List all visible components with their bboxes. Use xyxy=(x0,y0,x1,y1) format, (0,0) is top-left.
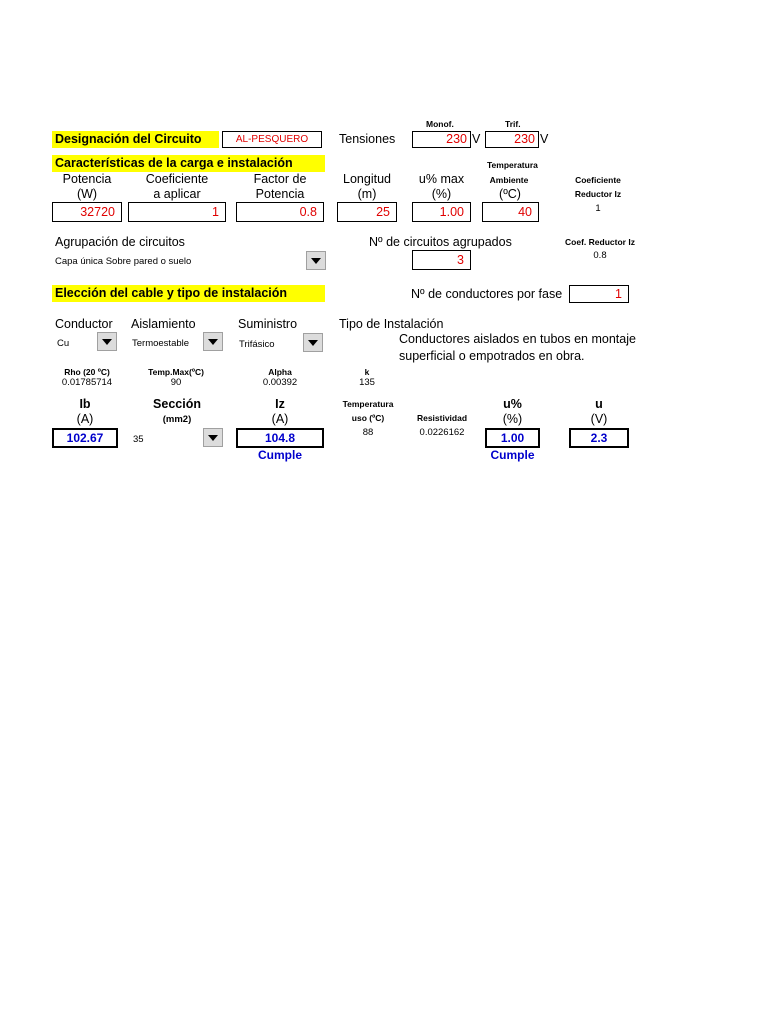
agrupacion-value: Capa única Sobre pared o suelo xyxy=(55,256,192,267)
iz-unit: (A) xyxy=(271,412,289,426)
longitud-unit: (m) xyxy=(357,187,377,201)
n-conductores-value: 1 xyxy=(615,287,622,301)
u-unit: (V) xyxy=(590,412,608,426)
factor-input[interactable] xyxy=(236,202,324,222)
tipo-label: Tipo de Instalación xyxy=(339,317,444,331)
conductor-select[interactable] xyxy=(55,332,119,353)
monof-unit: V xyxy=(472,132,481,146)
coef-red-label-2: Reductor Iz xyxy=(574,189,622,199)
tmax-label: Temp.Max(ºC) xyxy=(148,367,204,377)
n-circuitos-value: 3 xyxy=(457,253,464,267)
tensiones-label: Tensiones xyxy=(339,132,396,146)
cable-section-title: Elección del cable y tipo de instalación xyxy=(52,285,325,302)
agrupacion-select[interactable] xyxy=(52,250,328,271)
trif-input[interactable] xyxy=(485,131,539,148)
upct-unit: (%) xyxy=(502,412,523,426)
seccion-select[interactable] xyxy=(128,428,226,449)
umax-value: 1.00 xyxy=(439,205,464,219)
upct-value: 1.00 xyxy=(500,431,525,445)
grouping-coef-red-value: 0.8 xyxy=(593,250,607,261)
rho-value: 0.01785714 xyxy=(61,377,113,388)
suministro-dropdown-arrow-icon[interactable] xyxy=(303,333,323,352)
umax-unit: (%) xyxy=(431,187,452,201)
aislamiento-select[interactable] xyxy=(130,332,224,353)
ib-output xyxy=(52,428,118,448)
umax-input[interactable] xyxy=(412,202,471,222)
resistividad-label: Resistividad xyxy=(416,413,468,423)
rho-label: Rho (20 ºC) xyxy=(64,367,110,377)
coef-value: 1 xyxy=(212,205,219,219)
aislamiento-value: Termoestable xyxy=(132,338,190,349)
monof-label: Monof. xyxy=(426,119,454,129)
ib-value: 102.67 xyxy=(66,431,104,445)
umax-label: u% max xyxy=(418,172,465,186)
coef-red-value: 1 xyxy=(595,203,601,214)
coef-label-2: a aplicar xyxy=(153,187,201,201)
potencia-input[interactable] xyxy=(52,202,122,222)
upct-label: u% xyxy=(503,397,522,411)
longitud-label: Longitud xyxy=(343,172,391,186)
monof-input[interactable] xyxy=(412,131,471,148)
trif-value: 230 xyxy=(514,132,535,146)
temp-uso-value: 88 xyxy=(362,427,374,438)
factor-value: 0.8 xyxy=(299,205,317,219)
tipo-value-2: superficial o empotrados en obra. xyxy=(399,349,585,363)
alpha-value: 0.00392 xyxy=(262,377,298,388)
grouping-coef-red-label: Coef. Reductor Iz xyxy=(565,237,635,247)
u-value: 2.3 xyxy=(590,431,608,445)
n-conductores-input[interactable] xyxy=(569,285,629,303)
iz-output xyxy=(236,428,324,448)
suministro-value: Trifásico xyxy=(239,339,275,350)
longitud-input[interactable] xyxy=(337,202,397,222)
monof-value: 230 xyxy=(446,132,467,146)
coef-input[interactable] xyxy=(128,202,226,222)
temp-uso-label: Temperatura xyxy=(342,399,394,409)
designation-label: Designación del Circuito xyxy=(52,131,219,148)
potencia-value: 32720 xyxy=(80,205,115,219)
ib-label: Ib xyxy=(79,397,91,411)
suministro-label: Suministro xyxy=(238,317,298,331)
temp-label: Temperatura xyxy=(487,160,538,170)
temp-value: 40 xyxy=(518,205,532,219)
conductor-label: Conductor xyxy=(55,317,113,331)
k-label: k xyxy=(364,367,370,377)
iz-label: Iz xyxy=(275,397,285,411)
temp-uso-label-2: uso (ºC) xyxy=(351,413,385,423)
potencia-unit: (W) xyxy=(76,187,98,201)
n-conductores-label: Nº de conductores por fase xyxy=(411,287,563,301)
tmax-value: 90 xyxy=(170,377,182,388)
u-label: u xyxy=(595,397,603,411)
temp-unit: (ºC) xyxy=(499,187,521,201)
potencia-label: Potencia xyxy=(62,172,112,186)
factor-label-2: Potencia xyxy=(255,187,305,201)
u-output xyxy=(569,428,629,448)
tipo-value-1: Conductores aislados en tubos en montaje xyxy=(399,332,636,346)
seccion-label: Sección xyxy=(153,397,201,411)
temp-input[interactable] xyxy=(482,202,539,222)
upct-output xyxy=(485,428,540,448)
coef-red-label: Coeficiente xyxy=(575,175,621,185)
trif-unit: V xyxy=(540,132,549,146)
temp-label-2: Ambiente xyxy=(489,175,529,185)
aislamiento-dropdown-arrow-icon[interactable] xyxy=(203,332,223,351)
load-section-title: Características de la carga e instalación xyxy=(52,155,325,172)
factor-label: Factor de xyxy=(253,172,307,186)
agrupacion-label: Agrupación de circuitos xyxy=(55,235,185,249)
designation-value: AL-PESQUERO xyxy=(235,134,309,145)
upct-status: Cumple xyxy=(490,448,535,462)
aislamiento-label: Aislamiento xyxy=(131,317,196,331)
trif-label: Trif. xyxy=(505,119,521,129)
longitud-value: 25 xyxy=(376,205,390,219)
k-value: 135 xyxy=(359,377,375,388)
iz-status: Cumple xyxy=(257,448,302,462)
conductor-dropdown-arrow-icon[interactable] xyxy=(97,332,117,351)
conductor-value: Cu xyxy=(57,338,70,349)
designation-input[interactable] xyxy=(222,131,322,148)
resistividad-value: 0.0226162 xyxy=(419,427,465,438)
seccion-value: 35 xyxy=(133,434,144,445)
coef-label: Coeficiente xyxy=(145,172,209,186)
suministro-select[interactable] xyxy=(237,332,325,353)
seccion-dropdown-arrow-icon[interactable] xyxy=(203,428,223,447)
seccion-unit: (mm2) xyxy=(162,414,192,425)
n-circuitos-label: Nº de circuitos agrupados xyxy=(369,235,512,249)
ib-unit: (A) xyxy=(76,412,94,426)
alpha-label: Alpha xyxy=(268,367,292,377)
iz-value: 104.8 xyxy=(264,431,296,445)
n-circuitos-input[interactable] xyxy=(412,250,471,270)
agrupacion-dropdown-arrow-icon[interactable] xyxy=(306,251,326,270)
